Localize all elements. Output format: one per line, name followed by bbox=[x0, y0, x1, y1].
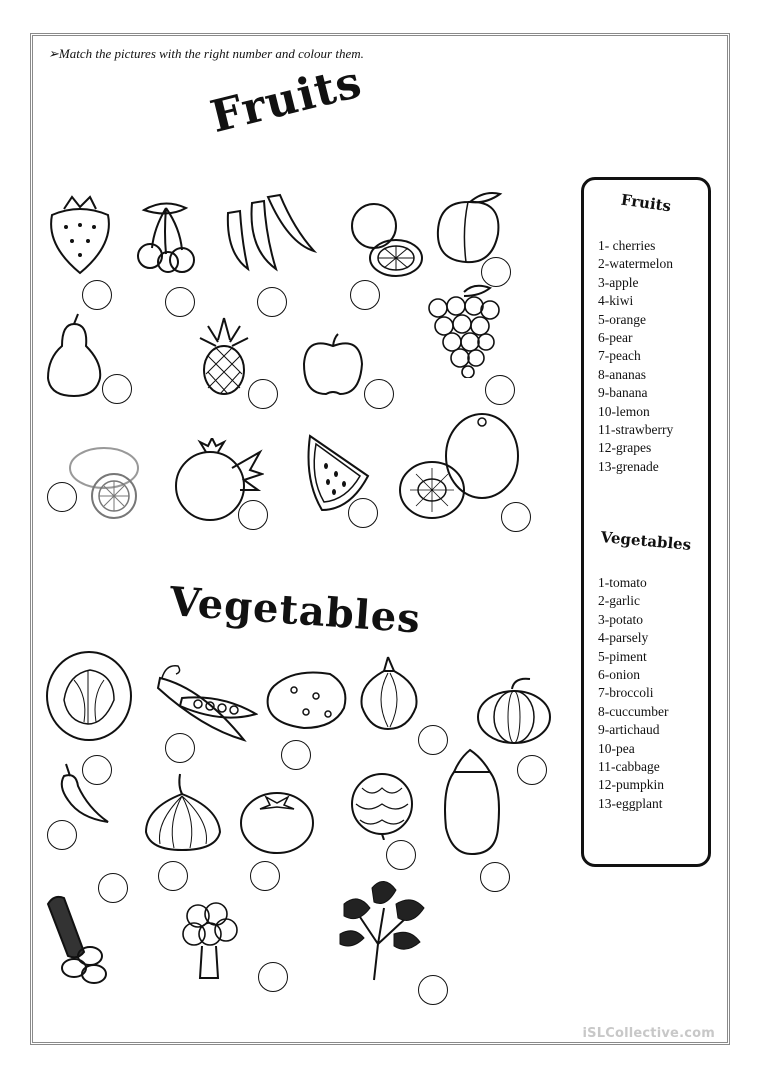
vegetables-list bbox=[598, 574, 668, 813]
cabbage-picture bbox=[44, 650, 134, 742]
fruit-item: 6-pear bbox=[598, 330, 633, 346]
grapes-picture bbox=[424, 282, 504, 378]
cucumber-picture bbox=[44, 890, 114, 986]
answer-circle[interactable] bbox=[82, 755, 112, 785]
vegetable-item: 2-garlic bbox=[598, 593, 640, 609]
answer-circle[interactable] bbox=[47, 482, 77, 512]
strawberry-picture bbox=[44, 195, 116, 277]
broccoli-picture bbox=[182, 902, 238, 982]
fruit-item: 2-watermelon bbox=[598, 256, 673, 272]
tomato-picture bbox=[238, 785, 316, 855]
vegetable-item: 13-eggplant bbox=[598, 795, 663, 811]
kiwi-picture bbox=[398, 410, 522, 522]
answer-circle[interactable] bbox=[517, 755, 547, 785]
answer-circle[interactable] bbox=[238, 500, 268, 530]
pumpkin-picture bbox=[474, 675, 554, 745]
potato-picture bbox=[264, 666, 350, 732]
answer-circle[interactable] bbox=[485, 375, 515, 405]
pineapple-picture bbox=[196, 316, 252, 396]
answer-circle[interactable] bbox=[165, 287, 195, 317]
bananas-picture bbox=[218, 193, 318, 275]
answer-circle[interactable] bbox=[348, 498, 378, 528]
answer-circle[interactable] bbox=[386, 840, 416, 870]
answer-circle[interactable] bbox=[98, 873, 128, 903]
vegetable-item: 3-potato bbox=[598, 611, 643, 627]
answer-circle[interactable] bbox=[350, 280, 380, 310]
vegetables-list-heading: Vegetables bbox=[600, 528, 692, 554]
answer-circle[interactable] bbox=[248, 379, 278, 409]
instruction-text: ➢Match the pictures with the right number and colour them. bbox=[48, 46, 364, 61]
fruit-item: 8-ananas bbox=[598, 366, 646, 382]
fruit-item: 12-grapes bbox=[598, 440, 652, 456]
answer-circle[interactable] bbox=[82, 280, 112, 310]
fruit-item: 4-kiwi bbox=[598, 293, 634, 309]
parsley-picture bbox=[334, 874, 430, 982]
vegetable-item: 10-pea bbox=[598, 740, 635, 756]
vegetable-item: 4-parsely bbox=[598, 630, 649, 646]
answer-circle[interactable] bbox=[257, 287, 287, 317]
fruits-title: Fruits bbox=[205, 56, 367, 143]
vegetable-item: 11-cabbage bbox=[598, 759, 660, 775]
vegetable-item: 8-cuccumber bbox=[598, 703, 669, 719]
answer-circle[interactable] bbox=[47, 820, 77, 850]
answer-circle[interactable] bbox=[158, 861, 188, 891]
vegetables-title: Vegetables bbox=[168, 578, 423, 643]
fruit-item: 11-strawberry bbox=[598, 422, 674, 438]
lemon-picture bbox=[64, 444, 154, 522]
answer-circle[interactable] bbox=[250, 861, 280, 891]
eggplant-picture bbox=[440, 748, 504, 856]
fruit-item: 13-grenade bbox=[598, 458, 659, 474]
vegetable-item: 6-onion bbox=[598, 667, 640, 683]
answer-circle[interactable] bbox=[418, 975, 448, 1005]
peach-picture bbox=[432, 190, 506, 266]
answer-circle[interactable] bbox=[501, 502, 531, 532]
cherries-picture bbox=[124, 198, 210, 276]
pear-picture bbox=[44, 312, 106, 398]
answer-circle[interactable] bbox=[481, 257, 511, 287]
answer-circle[interactable] bbox=[281, 740, 311, 770]
answer-circle[interactable] bbox=[418, 725, 448, 755]
vegetable-item: 12-pumpkin bbox=[598, 777, 664, 793]
fruit-item: 9-banana bbox=[598, 385, 648, 401]
answer-circle[interactable] bbox=[258, 962, 288, 992]
answer-circle[interactable] bbox=[102, 374, 132, 404]
answer-circle[interactable] bbox=[364, 379, 394, 409]
apple-picture bbox=[300, 332, 366, 398]
fruit-item: 5-orange bbox=[598, 311, 646, 327]
word-list-box bbox=[581, 177, 711, 867]
fruit-item: 7-peach bbox=[598, 348, 641, 364]
vegetable-item: 5-piment bbox=[598, 648, 647, 664]
fruit-item: 1- cherries bbox=[598, 238, 656, 253]
watermark: iSLCollective.com bbox=[582, 1026, 715, 1041]
vegetable-item: 9-artichaud bbox=[598, 722, 660, 738]
fruit-item: 10-lemon bbox=[598, 403, 650, 419]
fruits-list-heading: Fruits bbox=[619, 190, 673, 216]
orange-picture bbox=[346, 200, 426, 280]
answer-circle[interactable] bbox=[165, 733, 195, 763]
garlic-picture bbox=[140, 772, 224, 852]
onion-picture bbox=[354, 655, 424, 731]
artichoke-picture bbox=[348, 768, 418, 840]
fruits-list bbox=[598, 237, 673, 476]
vegetable-item: 1-tomato bbox=[598, 575, 647, 590]
peas-picture bbox=[152, 658, 258, 746]
vegetable-item: 7-broccoli bbox=[598, 685, 654, 701]
answer-circle[interactable] bbox=[480, 862, 510, 892]
fruit-item: 3-apple bbox=[598, 274, 639, 290]
